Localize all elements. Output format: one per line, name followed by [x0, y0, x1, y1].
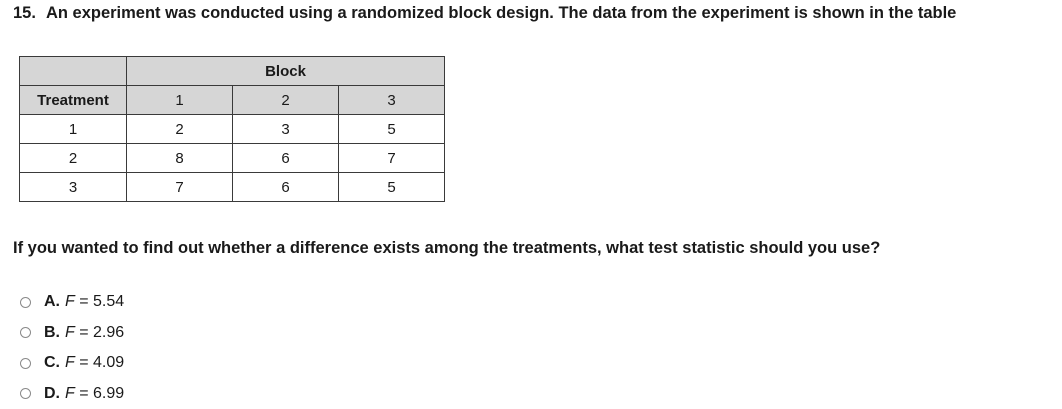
treatment-cell: 2 [20, 144, 127, 173]
table-header-row [20, 57, 445, 86]
choice-variable: F [65, 293, 75, 311]
choice-value: = 5.54 [79, 293, 124, 311]
block-label: 1 [127, 86, 233, 115]
block-header: Block [127, 57, 445, 86]
table-subheader-row [20, 86, 445, 115]
treatment-cell: 3 [20, 173, 127, 202]
choice-variable: F [65, 324, 75, 342]
choice-letter: B. [44, 324, 60, 342]
value-cell: 5 [339, 115, 445, 144]
value-cell: 2 [127, 115, 233, 144]
radio-button[interactable] [20, 358, 31, 369]
choice-b[interactable] [20, 318, 124, 349]
data-table [19, 56, 445, 202]
question-prompt: If you wanted to find out whether a difference exists among the treatments, what test statistic should you use? [13, 239, 880, 258]
block-label: 2 [233, 86, 339, 115]
radio-button[interactable] [20, 388, 31, 399]
table-corner-cell [20, 57, 127, 86]
value-cell: 7 [339, 144, 445, 173]
value-cell: 6 [233, 173, 339, 202]
answer-choices [20, 287, 124, 409]
value-cell: 8 [127, 144, 233, 173]
question-number: 15. [13, 4, 36, 22]
choice-letter: D. [44, 385, 60, 403]
question-text [13, 4, 956, 23]
value-cell: 5 [339, 173, 445, 202]
table-row [20, 144, 445, 173]
radio-button[interactable] [20, 297, 31, 308]
choice-variable: F [65, 385, 75, 403]
choice-variable: F [65, 354, 75, 372]
value-cell: 6 [233, 144, 339, 173]
value-cell: 3 [233, 115, 339, 144]
block-label: 3 [339, 86, 445, 115]
choice-c[interactable] [20, 348, 124, 379]
choice-a[interactable] [20, 287, 124, 318]
choice-letter: A. [44, 293, 60, 311]
choice-value: = 2.96 [79, 324, 124, 342]
choice-d[interactable] [20, 379, 124, 409]
choice-letter: C. [44, 354, 60, 372]
table-row [20, 173, 445, 202]
radio-button[interactable] [20, 327, 31, 338]
table-row [20, 115, 445, 144]
treatment-header: Treatment [20, 86, 127, 115]
treatment-cell: 1 [20, 115, 127, 144]
value-cell: 7 [127, 173, 233, 202]
question-body: An experiment was conducted using a randomized block design. The data from the experiment is shown in the table [46, 4, 956, 22]
choice-value: = 6.99 [79, 385, 124, 403]
choice-value: = 4.09 [79, 354, 124, 372]
